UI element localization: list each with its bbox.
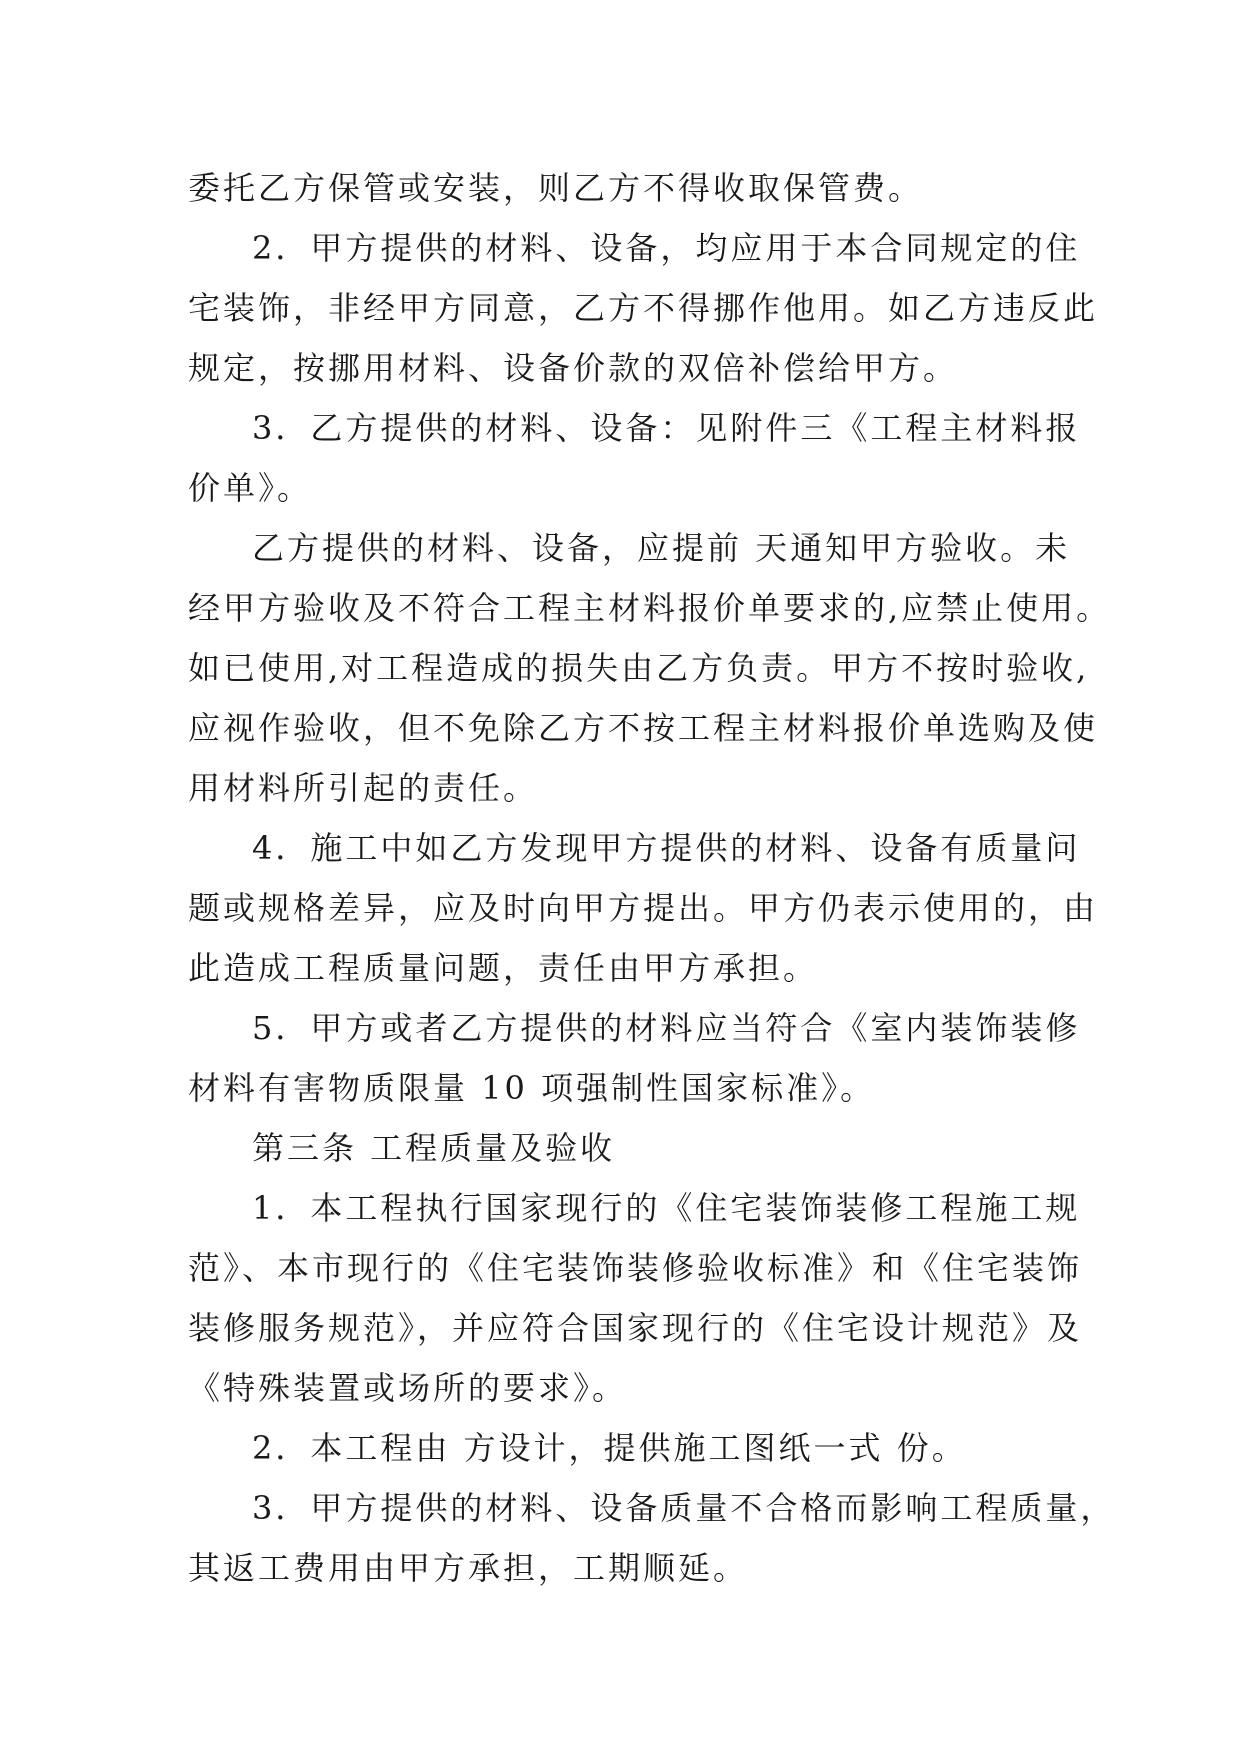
text-line: 宅装饰，非经甲方同意，乙方不得挪作他用。如乙方违反此: [188, 289, 1099, 327]
text-line: 价单》。: [188, 469, 313, 507]
document-body: [188, 158, 1116, 1598]
text-line: 3．乙方提供的材料、设备：见附件三《工程主材料报: [252, 409, 1081, 447]
text-line: 如已使用,对工程造成的损失由乙方负责。甲方不按时验收,: [188, 649, 1090, 687]
section-heading: 第三条 工程质量及验收: [252, 1129, 616, 1167]
text-line: 应视作验收，但不免除乙方不按工程主材料报价单选购及使: [188, 709, 1099, 747]
text-line: 规定，按挪用材料、设备价款的双倍补偿给甲方。: [188, 349, 959, 387]
text-line: 3．甲方提供的材料、设备质量不合格而影响工程质量，: [252, 1489, 1116, 1527]
text-line: 经甲方验收及不符合工程主材料报价单要求的,应禁止使用。: [188, 589, 1112, 627]
text-line: 4．施工中如乙方发现甲方提供的材料、设备有质量问: [252, 829, 1081, 867]
text-line: 5．甲方或者乙方提供的材料应当符合《室内装饰装修: [252, 1009, 1081, 1047]
text-line: 委托乙方保管或安装，则乙方不得收取保管费。: [188, 169, 924, 207]
text-line: 2．甲方提供的材料、设备，均应用于本合同规定的住: [252, 229, 1081, 267]
text-line: 1．本工程执行国家现行的《住宅装饰装修工程施工规: [252, 1189, 1081, 1227]
text-line: 用材料所引起的责任。: [188, 769, 539, 807]
text-line: 2．本工程由 方设计，提供施工图纸一式 份。: [252, 1429, 967, 1467]
text-line: 范》、本市现行的《住宅装饰装修验收标准》和《住宅装饰: [188, 1249, 1083, 1287]
text-line: 其返工费用由甲方承担，工期顺延。: [188, 1549, 749, 1587]
text-line: 《特殊装置或场所的要求》。: [188, 1369, 628, 1407]
text-line: 乙方提供的材料、设备，应提前 天通知甲方验收。未: [252, 529, 1071, 567]
text-line: 题或规格差异，应及时向甲方提出。甲方仍表示使用的，由: [188, 889, 1099, 927]
text-line: 此造成工程质量问题，责任由甲方承担。: [188, 949, 819, 987]
text-line: 材料有害物质限量 10 项强制性国家标准》。: [188, 1069, 876, 1107]
text-line: 装修服务规范》，并应符合国家现行的《住宅设计规范》及: [188, 1309, 1083, 1347]
